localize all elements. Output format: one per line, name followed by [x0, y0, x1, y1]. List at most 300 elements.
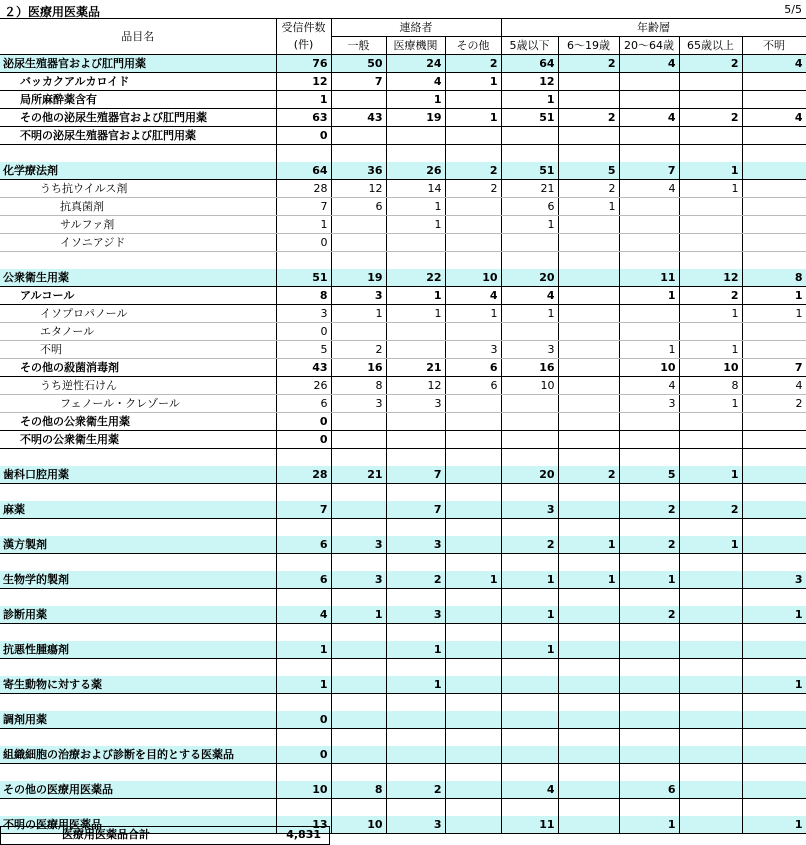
- cell-age-0-5: 20: [501, 269, 558, 287]
- spacer-cell: [386, 554, 445, 572]
- cell-age-65plus: 1: [679, 466, 742, 484]
- cell-contact-medical: 1: [386, 676, 445, 694]
- cell-contact-medical: 12: [386, 377, 445, 395]
- spacer-cell: [558, 449, 619, 467]
- spacer-cell: [445, 589, 501, 607]
- cell-age-20-64: 2: [619, 606, 679, 624]
- cell-contact-medical: 1: [386, 287, 445, 305]
- cell-age-20-64: [619, 91, 679, 109]
- cell-contact-medical: 2: [386, 781, 445, 799]
- item-name: 抗悪性腫瘍剤: [0, 641, 276, 659]
- cell-age-0-5: 64: [501, 55, 558, 73]
- cell-contact-other: [445, 676, 501, 694]
- cell-age-20-64: [619, 711, 679, 729]
- cell-age-unknown: [742, 91, 806, 109]
- cell-age-unknown: [742, 341, 806, 359]
- cell-age-unknown: [742, 127, 806, 145]
- cell-contact-medical: [386, 711, 445, 729]
- cell-contact-general: [331, 413, 386, 431]
- cell-age-6-19: [558, 413, 619, 431]
- item-name: 不明の泌尿生殖器官および肛門用薬: [0, 127, 276, 145]
- cell-age-20-64: [619, 676, 679, 694]
- cell-contact-general: 6: [331, 198, 386, 216]
- spacer-cell: [558, 519, 619, 537]
- cell-contact-other: 1: [445, 305, 501, 323]
- spacer-cell: [558, 659, 619, 677]
- cell-contact-medical: 1: [386, 91, 445, 109]
- header-item-name: 品目名: [0, 19, 276, 55]
- cell-contact-medical: [386, 127, 445, 145]
- spacer-cell: [445, 145, 501, 163]
- table-row: [0, 269, 806, 287]
- cell-contact-medical: 14: [386, 180, 445, 198]
- spacer-cell: [742, 659, 806, 677]
- cell-age-65plus: [679, 606, 742, 624]
- cell-contact-general: [331, 501, 386, 519]
- cell-age-0-5: 51: [501, 162, 558, 180]
- table-row: [0, 571, 806, 589]
- spacer-cell: [558, 589, 619, 607]
- item-name: 公衆衛生用薬: [0, 269, 276, 287]
- cell-age-0-5: 1: [501, 91, 558, 109]
- table-row: [0, 162, 806, 180]
- cell-age-6-19: [558, 377, 619, 395]
- spacer-row: [0, 519, 806, 537]
- spacer-row: [0, 729, 806, 747]
- cell-age-6-19: [558, 216, 619, 234]
- cell-age-6-19: [558, 234, 619, 252]
- cell-received: 0: [276, 127, 331, 145]
- spacer-cell: [742, 145, 806, 163]
- item-name: 生物学的製剤: [0, 571, 276, 589]
- table-row: [0, 73, 806, 91]
- table-row: [0, 431, 806, 449]
- cell-age-unknown: 1: [742, 816, 806, 834]
- item-name: 漢方製剤: [0, 536, 276, 554]
- cell-age-0-5: 51: [501, 109, 558, 127]
- item-name: 麻薬: [0, 501, 276, 519]
- spacer-cell: [0, 659, 276, 677]
- cell-contact-other: 1: [445, 571, 501, 589]
- cell-contact-other: 6: [445, 377, 501, 395]
- cell-received: 1: [276, 216, 331, 234]
- cell-contact-other: 4: [445, 287, 501, 305]
- cell-age-6-19: [558, 359, 619, 377]
- table-row: [0, 198, 806, 216]
- spacer-cell: [558, 624, 619, 642]
- cell-age-0-5: 3: [501, 501, 558, 519]
- spacer-cell: [445, 252, 501, 270]
- cell-age-6-19: [558, 395, 619, 413]
- spacer-cell: [619, 252, 679, 270]
- cell-age-65plus: [679, 127, 742, 145]
- item-name: 歯科口腔用薬: [0, 466, 276, 484]
- spacer-cell: [679, 799, 742, 817]
- cell-contact-medical: 3: [386, 606, 445, 624]
- spacer-cell: [558, 764, 619, 782]
- cell-age-6-19: [558, 711, 619, 729]
- spacer-cell: [386, 764, 445, 782]
- spacer-cell: [276, 694, 331, 712]
- spacer-cell: [331, 764, 386, 782]
- spacer-cell: [386, 484, 445, 502]
- spacer-row: [0, 449, 806, 467]
- cell-contact-general: [331, 676, 386, 694]
- spacer-cell: [501, 554, 558, 572]
- cell-contact-other: [445, 536, 501, 554]
- cell-contact-other: 10: [445, 269, 501, 287]
- spacer-cell: [679, 145, 742, 163]
- cell-age-65plus: [679, 216, 742, 234]
- cell-age-6-19: [558, 641, 619, 659]
- spacer-cell: [0, 449, 276, 467]
- cell-age-6-19: 1: [558, 536, 619, 554]
- cell-age-65plus: [679, 816, 742, 834]
- table-row: [0, 746, 806, 764]
- table-row: [0, 216, 806, 234]
- cell-age-unknown: [742, 323, 806, 341]
- cell-age-20-64: [619, 127, 679, 145]
- spacer-cell: [558, 694, 619, 712]
- cell-age-20-64: 1: [619, 816, 679, 834]
- table-row: [0, 287, 806, 305]
- cell-received: 64: [276, 162, 331, 180]
- cell-age-unknown: 1: [742, 676, 806, 694]
- spacer-cell: [331, 449, 386, 467]
- table-row: [0, 536, 806, 554]
- cell-age-0-5: [501, 676, 558, 694]
- table-row: [0, 413, 806, 431]
- spacer-cell: [501, 484, 558, 502]
- cell-age-0-5: 2: [501, 536, 558, 554]
- spacer-cell: [276, 449, 331, 467]
- cell-contact-general: 3: [331, 287, 386, 305]
- cell-age-0-5: 16: [501, 359, 558, 377]
- cell-received: 6: [276, 395, 331, 413]
- spacer-cell: [742, 484, 806, 502]
- cell-age-65plus: [679, 711, 742, 729]
- table-row: [0, 55, 806, 73]
- drug-table: [0, 19, 806, 834]
- cell-received: 6: [276, 571, 331, 589]
- cell-contact-general: 3: [331, 571, 386, 589]
- spacer-cell: [742, 694, 806, 712]
- cell-contact-other: [445, 781, 501, 799]
- cell-contact-medical: 1: [386, 216, 445, 234]
- cell-age-20-64: [619, 323, 679, 341]
- spacer-cell: [386, 145, 445, 163]
- cell-contact-medical: 7: [386, 466, 445, 484]
- cell-received: 43: [276, 359, 331, 377]
- spacer-cell: [619, 694, 679, 712]
- spacer-cell: [276, 589, 331, 607]
- item-name: エタノール: [0, 323, 276, 341]
- spacer-cell: [558, 729, 619, 747]
- spacer-cell: [386, 519, 445, 537]
- cell-age-20-64: 6: [619, 781, 679, 799]
- cell-age-6-19: 2: [558, 180, 619, 198]
- cell-age-6-19: 5: [558, 162, 619, 180]
- cell-contact-medical: 3: [386, 536, 445, 554]
- item-name: 不明の公衆衛生用薬: [0, 431, 276, 449]
- cell-age-20-64: [619, 234, 679, 252]
- cell-received: 0: [276, 746, 331, 764]
- cell-age-unknown: 4: [742, 55, 806, 73]
- item-name: 調剤用薬: [0, 711, 276, 729]
- cell-age-0-5: 6: [501, 198, 558, 216]
- cell-age-6-19: 1: [558, 571, 619, 589]
- cell-received: 1: [276, 641, 331, 659]
- spacer-row: [0, 764, 806, 782]
- cell-age-65plus: [679, 676, 742, 694]
- cell-received: 8: [276, 287, 331, 305]
- cell-age-65plus: [679, 641, 742, 659]
- cell-age-0-5: [501, 711, 558, 729]
- spacer-cell: [742, 554, 806, 572]
- spacer-cell: [331, 554, 386, 572]
- spacer-cell: [276, 799, 331, 817]
- cell-age-unknown: [742, 501, 806, 519]
- cell-age-0-5: 1: [501, 305, 558, 323]
- cell-contact-medical: 2: [386, 571, 445, 589]
- cell-contact-general: 1: [331, 305, 386, 323]
- cell-age-0-5: 21: [501, 180, 558, 198]
- table-row: [0, 377, 806, 395]
- spacer-cell: [331, 589, 386, 607]
- cell-contact-medical: [386, 746, 445, 764]
- cell-contact-other: 2: [445, 55, 501, 73]
- table-row: [0, 109, 806, 127]
- cell-age-6-19: [558, 501, 619, 519]
- header-contact-general: 一般: [331, 37, 386, 55]
- spacer-cell: [386, 449, 445, 467]
- spacer-row: [0, 589, 806, 607]
- spacer-cell: [386, 624, 445, 642]
- cell-contact-medical: [386, 431, 445, 449]
- spacer-cell: [558, 554, 619, 572]
- header-age-65plus: 65歳以上: [679, 37, 742, 55]
- cell-age-0-5: [501, 323, 558, 341]
- cell-contact-other: [445, 501, 501, 519]
- spacer-cell: [619, 449, 679, 467]
- spacer-cell: [445, 449, 501, 467]
- spacer-cell: [0, 554, 276, 572]
- spacer-cell: [445, 624, 501, 642]
- cell-contact-general: 21: [331, 466, 386, 484]
- cell-age-65plus: 2: [679, 501, 742, 519]
- spacer-cell: [679, 589, 742, 607]
- table-row: [0, 711, 806, 729]
- cell-age-0-5: [501, 746, 558, 764]
- cell-age-unknown: [742, 216, 806, 234]
- spacer-cell: [679, 764, 742, 782]
- cell-age-0-5: 10: [501, 377, 558, 395]
- cell-received: 0: [276, 711, 331, 729]
- spacer-cell: [331, 729, 386, 747]
- cell-received: 0: [276, 323, 331, 341]
- total-box: [0, 826, 330, 845]
- cell-age-65plus: [679, 234, 742, 252]
- cell-age-20-64: [619, 641, 679, 659]
- table-row: [0, 341, 806, 359]
- spacer-cell: [331, 484, 386, 502]
- cell-age-20-64: 7: [619, 162, 679, 180]
- cell-age-20-64: 2: [619, 536, 679, 554]
- header-contact-other: その他: [445, 37, 501, 55]
- cell-contact-general: 3: [331, 536, 386, 554]
- spacer-cell: [501, 449, 558, 467]
- table-row: [0, 127, 806, 145]
- spacer-cell: [501, 729, 558, 747]
- spacer-cell: [386, 799, 445, 817]
- item-name: その他の医療用医薬品: [0, 781, 276, 799]
- cell-age-65plus: 2: [679, 55, 742, 73]
- table-row: [0, 606, 806, 624]
- spacer-cell: [331, 519, 386, 537]
- cell-contact-other: 2: [445, 162, 501, 180]
- cell-contact-other: [445, 395, 501, 413]
- header-contact-group: 連絡者: [331, 19, 501, 37]
- cell-contact-general: 43: [331, 109, 386, 127]
- cell-contact-general: [331, 234, 386, 252]
- header-age-20-64: 20～64歳: [619, 37, 679, 55]
- cell-contact-other: [445, 216, 501, 234]
- cell-contact-medical: [386, 323, 445, 341]
- spacer-cell: [276, 145, 331, 163]
- cell-contact-other: 3: [445, 341, 501, 359]
- cell-age-unknown: [742, 431, 806, 449]
- cell-received: 12: [276, 73, 331, 91]
- cell-age-6-19: 2: [558, 109, 619, 127]
- item-name: その他の泌尿生殖器官および肛門用薬: [0, 109, 276, 127]
- table-row: [0, 234, 806, 252]
- cell-age-20-64: 4: [619, 55, 679, 73]
- cell-age-unknown: [742, 162, 806, 180]
- cell-contact-other: [445, 466, 501, 484]
- spacer-cell: [742, 589, 806, 607]
- cell-age-65plus: [679, 198, 742, 216]
- cell-age-65plus: 1: [679, 395, 742, 413]
- cell-age-unknown: [742, 180, 806, 198]
- cell-received: 28: [276, 180, 331, 198]
- spacer-cell: [445, 694, 501, 712]
- cell-age-unknown: 7: [742, 359, 806, 377]
- cell-contact-other: [445, 606, 501, 624]
- cell-contact-general: 7: [331, 73, 386, 91]
- spacer-cell: [742, 449, 806, 467]
- cell-age-20-64: [619, 198, 679, 216]
- spacer-row: [0, 252, 806, 270]
- cell-age-65plus: 8: [679, 377, 742, 395]
- cell-age-20-64: [619, 746, 679, 764]
- cell-age-20-64: [619, 413, 679, 431]
- cell-contact-medical: [386, 341, 445, 359]
- cell-age-20-64: 1: [619, 571, 679, 589]
- item-name: イソニアジド: [0, 234, 276, 252]
- spacer-cell: [331, 694, 386, 712]
- cell-age-0-5: 20: [501, 466, 558, 484]
- cell-age-65plus: [679, 431, 742, 449]
- cell-age-0-5: 3: [501, 341, 558, 359]
- cell-contact-general: [331, 127, 386, 145]
- cell-contact-general: 2: [331, 341, 386, 359]
- cell-received: 6: [276, 536, 331, 554]
- cell-contact-general: [331, 641, 386, 659]
- cell-age-unknown: [742, 746, 806, 764]
- cell-contact-other: [445, 323, 501, 341]
- cell-contact-medical: 22: [386, 269, 445, 287]
- cell-contact-general: [331, 746, 386, 764]
- spacer-cell: [619, 659, 679, 677]
- spacer-cell: [558, 799, 619, 817]
- table-row: [0, 466, 806, 484]
- table-row: [0, 180, 806, 198]
- spacer-cell: [0, 589, 276, 607]
- header-age-0-5: 5歳以下: [501, 37, 558, 55]
- table-row: [0, 641, 806, 659]
- spacer-cell: [0, 624, 276, 642]
- item-name: サルファ剤: [0, 216, 276, 234]
- cell-contact-medical: 24: [386, 55, 445, 73]
- spacer-cell: [0, 519, 276, 537]
- spacer-cell: [501, 764, 558, 782]
- cell-age-20-64: [619, 216, 679, 234]
- cell-contact-other: [445, 234, 501, 252]
- spacer-cell: [558, 484, 619, 502]
- cell-age-unknown: [742, 641, 806, 659]
- item-name: 局所麻酔薬含有: [0, 91, 276, 109]
- cell-age-6-19: [558, 73, 619, 91]
- cell-contact-general: 3: [331, 395, 386, 413]
- total-value: 4,831: [286, 828, 321, 841]
- table-row: [0, 395, 806, 413]
- cell-contact-medical: 19: [386, 109, 445, 127]
- spacer-cell: [0, 729, 276, 747]
- spacer-cell: [331, 659, 386, 677]
- spacer-cell: [445, 764, 501, 782]
- cell-age-20-64: [619, 73, 679, 91]
- spacer-cell: [276, 519, 331, 537]
- item-name: バッカクアルカロイド: [0, 73, 276, 91]
- cell-contact-general: 8: [331, 781, 386, 799]
- cell-age-6-19: 2: [558, 466, 619, 484]
- spacer-cell: [619, 799, 679, 817]
- spacer-cell: [276, 252, 331, 270]
- spacer-cell: [679, 484, 742, 502]
- cell-received: 13: [276, 816, 331, 834]
- cell-contact-medical: 3: [386, 816, 445, 834]
- cell-contact-other: [445, 816, 501, 834]
- spacer-cell: [501, 589, 558, 607]
- cell-age-unknown: 8: [742, 269, 806, 287]
- spacer-cell: [386, 694, 445, 712]
- cell-age-20-64: 3: [619, 395, 679, 413]
- cell-contact-other: 1: [445, 109, 501, 127]
- cell-contact-other: [445, 711, 501, 729]
- table-row: [0, 91, 806, 109]
- spacer-cell: [0, 764, 276, 782]
- cell-contact-other: [445, 413, 501, 431]
- item-name: うち抗ウイルス剤: [0, 180, 276, 198]
- cell-age-6-19: [558, 606, 619, 624]
- cell-age-6-19: 1: [558, 198, 619, 216]
- cell-contact-general: 16: [331, 359, 386, 377]
- item-name: 泌尿生殖器官および肛門用薬: [0, 55, 276, 73]
- spacer-cell: [276, 484, 331, 502]
- cell-age-6-19: [558, 431, 619, 449]
- cell-age-0-5: 1: [501, 216, 558, 234]
- table-row: [0, 781, 806, 799]
